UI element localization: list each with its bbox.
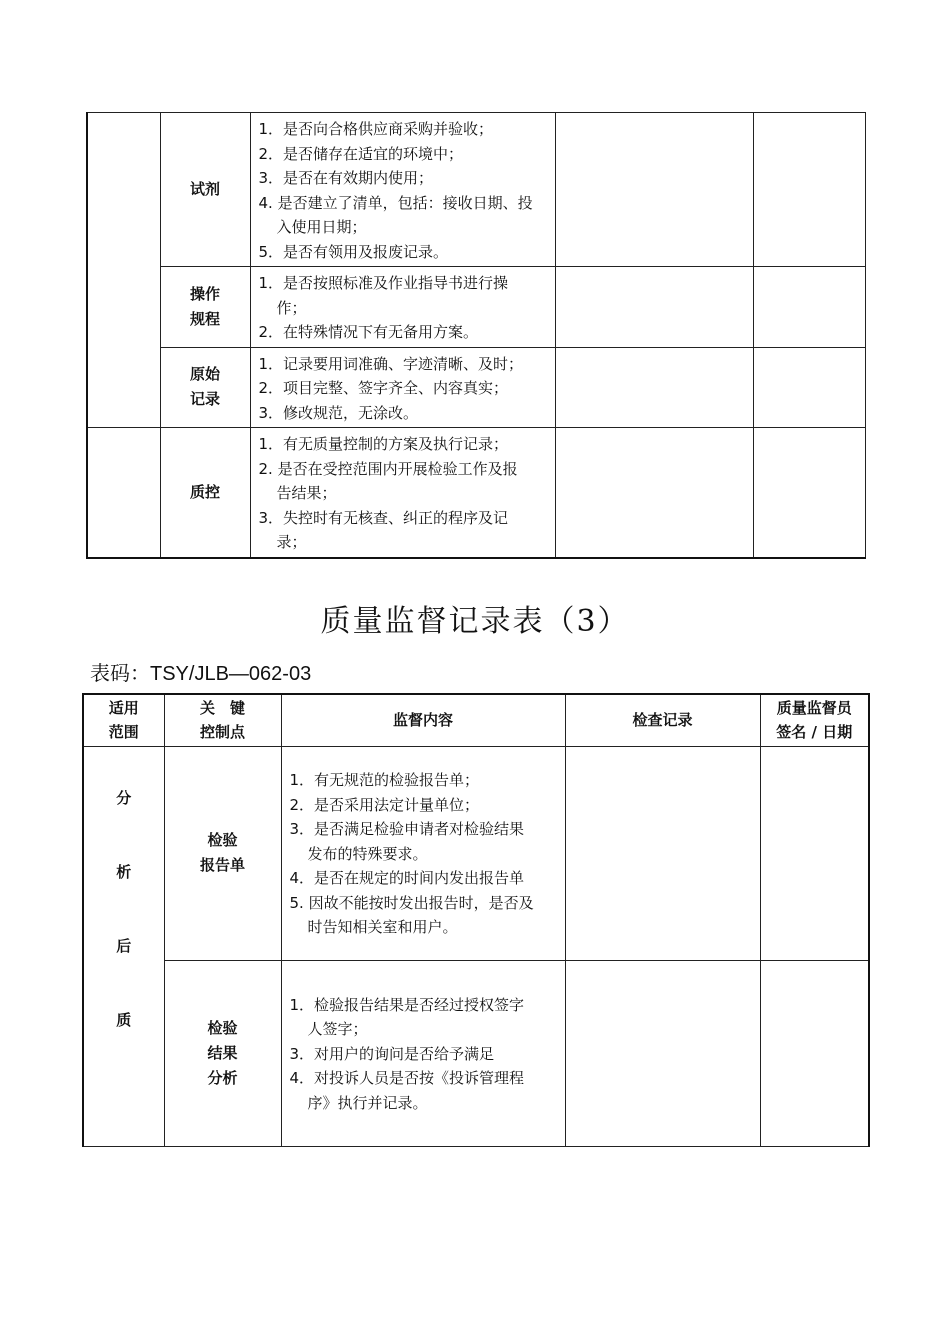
table-row bbox=[87, 267, 865, 348]
check-item-line: 2．是否采用法定计量单位； bbox=[289, 795, 480, 814]
supervision-table-continued bbox=[86, 112, 866, 559]
check-item-line: 5. 因故不能按时发出报告时，是否及 bbox=[289, 893, 534, 912]
check-item-line: 时告知相关室和用户。 bbox=[307, 918, 458, 937]
check-item-line: 3．失控时有无核查、纠正的程序及记 bbox=[258, 508, 509, 527]
scope-char: 质 bbox=[116, 1010, 132, 1029]
content-cell bbox=[250, 113, 555, 267]
check-item-line: 录； bbox=[276, 533, 307, 551]
key-control-point bbox=[160, 267, 250, 348]
key-label: 结果 bbox=[207, 1043, 238, 1062]
key-control-point bbox=[164, 746, 281, 960]
table-row bbox=[87, 113, 865, 267]
header-record: 检查记录 bbox=[565, 694, 760, 746]
content-cell bbox=[281, 746, 565, 960]
key-label: 记录 bbox=[189, 390, 220, 409]
header-scope: 适用 范围 bbox=[83, 694, 164, 746]
key-label: 原始 bbox=[189, 365, 220, 384]
key-label: 检验 bbox=[207, 1018, 238, 1037]
inspection-record-cell[interactable] bbox=[565, 746, 760, 960]
check-items bbox=[251, 428, 555, 557]
key-label: 操作 bbox=[189, 284, 220, 303]
key-label: 检验 bbox=[207, 831, 238, 849]
signature-date-cell[interactable] bbox=[753, 267, 865, 348]
check-item-line: 发布的特殊要求。 bbox=[307, 844, 428, 863]
header-content: 监督内容 bbox=[281, 694, 565, 746]
check-item-line: 序》执行并记录。 bbox=[307, 1093, 428, 1112]
form-code: 表码：TSY/JLB—062-03 bbox=[90, 663, 312, 685]
inspection-record-cell[interactable] bbox=[555, 428, 753, 558]
table-row bbox=[83, 746, 869, 960]
inspection-record-cell[interactable] bbox=[555, 267, 753, 348]
check-item-line: 1．有无规范的检验报告单； bbox=[289, 771, 480, 790]
key-label: 试剂 bbox=[189, 180, 220, 198]
page-title: 质量监督记录表（3） bbox=[320, 604, 630, 639]
key-label: 报告单 bbox=[199, 856, 245, 874]
check-item-line: 3．是否满足检验申请者对检验结果 bbox=[289, 820, 525, 839]
signature-date-cell[interactable] bbox=[753, 428, 865, 558]
header-row bbox=[83, 694, 869, 746]
check-item-line: 人签字； bbox=[307, 1020, 368, 1039]
signature-date-cell[interactable] bbox=[760, 960, 869, 1146]
scope-char: 析 bbox=[116, 862, 132, 881]
check-item-line: 告结果； bbox=[276, 484, 337, 502]
key-label: 分析 bbox=[207, 1068, 238, 1087]
table-row bbox=[87, 347, 865, 428]
check-item-line: 1．记录要用词准确、字迹清晰、及时； bbox=[258, 354, 524, 373]
check-items bbox=[251, 267, 555, 347]
scope-cell bbox=[87, 428, 160, 558]
check-item-line: 4．对投诉人员是否按《投诉管理程 bbox=[289, 1069, 525, 1088]
key-label: 规程 bbox=[189, 309, 220, 328]
check-item-line: 1．是否按照标准及作业指导书进行操 bbox=[258, 274, 509, 292]
supervision-table-3 bbox=[82, 693, 870, 1147]
check-item-line: 1．检验报告结果是否经过授权签字 bbox=[289, 995, 525, 1014]
check-item-line: 4．是否在规定的时间内发出报告单 bbox=[289, 869, 525, 888]
check-item-line: 3．修改规范，无涂改。 bbox=[258, 403, 419, 422]
check-item-line: 1．有无质量控制的方案及执行记录； bbox=[258, 435, 509, 453]
check-item-line: 2．在特殊情况下有无备用方案。 bbox=[258, 323, 479, 341]
table-row bbox=[87, 428, 865, 558]
check-item-line: 2．项目完整、签字齐全、内容真实； bbox=[258, 379, 509, 397]
inspection-record-cell[interactable] bbox=[565, 960, 760, 1146]
header-sign: 质量监督员 签名 / 日期 bbox=[760, 694, 869, 746]
scope-cell bbox=[87, 113, 160, 428]
check-item-line: 3．是否在有效期内使用； bbox=[258, 169, 434, 187]
signature-date-cell[interactable] bbox=[760, 746, 869, 960]
scope-char: 后 bbox=[116, 936, 132, 955]
check-item-line: 5．是否有领用及报废记录。 bbox=[258, 242, 449, 261]
check-item-line: 入使用日期； bbox=[276, 218, 367, 236]
check-items bbox=[251, 113, 555, 266]
signature-date-cell[interactable] bbox=[753, 347, 865, 428]
scope-char: 分 bbox=[116, 788, 132, 807]
check-items bbox=[251, 348, 555, 428]
check-item-line: 4. 是否建立了清单，包括：接收日期、投 bbox=[258, 193, 533, 212]
key-control-point bbox=[160, 113, 250, 267]
check-item-line: 3．对用户的询问是否给予满足 bbox=[289, 1044, 495, 1063]
check-item-line: 2. 是否在受控范围内开展检验工作及报 bbox=[258, 459, 518, 478]
inspection-record-cell[interactable] bbox=[555, 347, 753, 428]
key-label: 质控 bbox=[189, 482, 220, 501]
content-cell bbox=[250, 267, 555, 348]
key-control-point bbox=[160, 347, 250, 428]
table-row bbox=[83, 960, 869, 1146]
inspection-record-cell[interactable] bbox=[555, 113, 753, 267]
header-key-point: 关 键 控制点 bbox=[164, 694, 281, 746]
check-item-line: 1．是否向合格供应商采购并验收； bbox=[258, 120, 494, 138]
content-cell bbox=[281, 960, 565, 1146]
check-item-line: 2．是否储存在适宜的环境中； bbox=[258, 144, 464, 163]
key-control-point bbox=[160, 428, 250, 558]
content-cell bbox=[250, 428, 555, 558]
scope-cell bbox=[83, 746, 164, 1146]
check-items bbox=[282, 989, 565, 1118]
check-item-line: 作； bbox=[276, 298, 307, 317]
content-cell bbox=[250, 347, 555, 428]
key-control-point bbox=[164, 960, 281, 1146]
check-items bbox=[282, 764, 565, 942]
signature-date-cell[interactable] bbox=[753, 113, 865, 267]
